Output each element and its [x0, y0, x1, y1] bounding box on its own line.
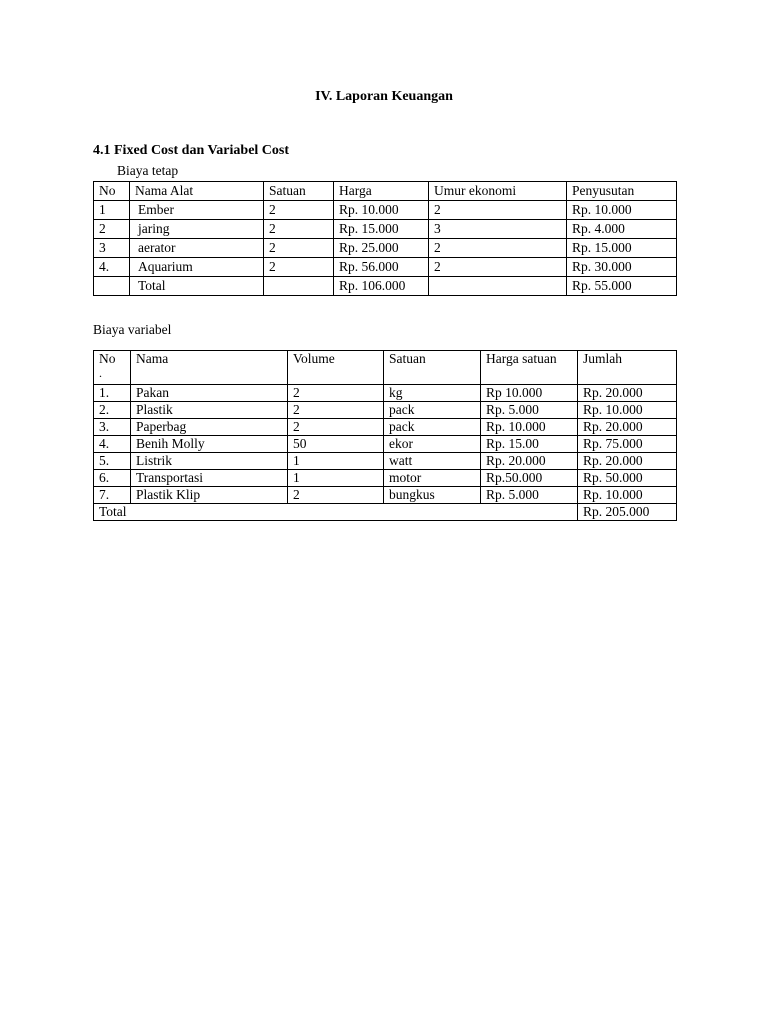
chapter-title: IV. Laporan Keuangan [315, 89, 453, 104]
table-cell: 2 [288, 487, 384, 504]
section-title: 4.1 Fixed Cost dan Variabel Cost [93, 143, 290, 158]
header-no: No [94, 182, 130, 201]
table-cell: Plastik Klip [131, 487, 288, 504]
table-total-row [94, 504, 677, 521]
table-cell: Rp. 25.000 [334, 239, 429, 258]
table-cell: Rp. 15.00 [481, 436, 578, 453]
table-cell: Pakan [131, 385, 288, 402]
table-row [94, 201, 677, 220]
table-cell: bungkus [384, 487, 481, 504]
table-cell: 2 [288, 385, 384, 402]
table-cell: 2 [429, 258, 567, 277]
table-cell: 3 [429, 220, 567, 239]
table-cell: 2 [264, 220, 334, 239]
table-cell: 2 [264, 258, 334, 277]
table-cell: 1. [94, 385, 131, 402]
header-umur-ekonomi: Umur ekonomi [429, 182, 567, 201]
header-no-dot: . [99, 366, 102, 380]
table-cell: Plastik [131, 402, 288, 419]
total-jumlah: Rp. 205.000 [578, 504, 677, 521]
header-nama-alat: Nama Alat [130, 182, 264, 201]
table-row [94, 470, 677, 487]
total-label: Total [130, 277, 264, 296]
table-cell: Rp. 20.000 [578, 385, 677, 402]
header-jumlah: Jumlah [578, 351, 677, 385]
table-cell: 2 [429, 201, 567, 220]
table-cell: Rp. 10.000 [334, 201, 429, 220]
table-cell: 3. [94, 419, 131, 436]
table-cell [264, 277, 334, 296]
table-cell: 2 [264, 239, 334, 258]
table-cell: 3 [94, 239, 130, 258]
table-row [94, 385, 677, 402]
table-total-row [94, 277, 677, 296]
table-cell: 5. [94, 453, 131, 470]
table-cell: aerator [130, 239, 264, 258]
table-cell: Rp. 15.000 [567, 239, 677, 258]
table-cell: 4. [94, 436, 131, 453]
header-penyusutan: Penyusutan [567, 182, 677, 201]
table-cell: Rp. 30.000 [567, 258, 677, 277]
table-cell: 2 [288, 419, 384, 436]
header-nama: Nama [131, 351, 288, 385]
table-cell: Rp. 4.000 [567, 220, 677, 239]
table-cell: 2 [429, 239, 567, 258]
table-cell: 7. [94, 487, 131, 504]
header-satuan: Satuan [384, 351, 481, 385]
table-cell: kg [384, 385, 481, 402]
header-harga: Harga [334, 182, 429, 201]
table-cell: 2. [94, 402, 131, 419]
table-cell: Rp. 20.000 [578, 419, 677, 436]
table-cell: Rp. 5.000 [481, 487, 578, 504]
table-cell: Rp.50.000 [481, 470, 578, 487]
fixed-cost-caption: Biaya tetap [117, 163, 179, 178]
table-row [94, 239, 677, 258]
table-header-row [94, 182, 677, 201]
header-harga-satuan: Harga satuan [481, 351, 578, 385]
table-cell: Benih Molly [131, 436, 288, 453]
table-cell: 2 [264, 201, 334, 220]
total-penyusutan: Rp. 55.000 [567, 277, 677, 296]
table-cell: Rp. 10.000 [578, 487, 677, 504]
table-cell: Paperbag [131, 419, 288, 436]
fixed-cost-table [93, 181, 677, 296]
table-cell [429, 277, 567, 296]
table-cell: Rp. 15.000 [334, 220, 429, 239]
table-cell [94, 277, 130, 296]
table-row [94, 487, 677, 504]
table-cell: Rp. 5.000 [481, 402, 578, 419]
header-satuan: Satuan [264, 182, 334, 201]
table-row [94, 258, 677, 277]
total-label: Total [94, 504, 578, 521]
variable-cost-caption: Biaya variabel [93, 322, 172, 337]
table-row [94, 419, 677, 436]
table-cell: 1 [94, 201, 130, 220]
table-cell: 1 [288, 453, 384, 470]
table-cell: Listrik [131, 453, 288, 470]
table-cell: Rp. 10.000 [578, 402, 677, 419]
table-cell: Rp. 20.000 [481, 453, 578, 470]
table-cell: Transportasi [131, 470, 288, 487]
table-cell: Rp. 75.000 [578, 436, 677, 453]
table-cell: ekor [384, 436, 481, 453]
table-cell: Rp 10.000 [481, 385, 578, 402]
table-cell: 1 [288, 470, 384, 487]
table-row [94, 453, 677, 470]
table-cell: Rp. 10.000 [567, 201, 677, 220]
table-header-row [94, 351, 677, 385]
header-volume: Volume [288, 351, 384, 385]
table-cell: pack [384, 402, 481, 419]
header-no-label: No [99, 351, 116, 366]
header-no [94, 351, 131, 385]
table-row [94, 402, 677, 419]
table-cell: Rp. 50.000 [578, 470, 677, 487]
table-row [94, 220, 677, 239]
table-cell: 4. [94, 258, 130, 277]
table-cell: 2 [288, 402, 384, 419]
table-cell: 2 [94, 220, 130, 239]
table-cell: pack [384, 419, 481, 436]
table-cell: Ember [130, 201, 264, 220]
table-cell: motor [384, 470, 481, 487]
table-cell: Rp. 56.000 [334, 258, 429, 277]
table-cell: 50 [288, 436, 384, 453]
table-cell: watt [384, 453, 481, 470]
variable-cost-table [93, 350, 677, 521]
table-cell: 6. [94, 470, 131, 487]
table-cell: Aquarium [130, 258, 264, 277]
total-harga: Rp. 106.000 [334, 277, 429, 296]
table-row [94, 436, 677, 453]
table-cell: Rp. 20.000 [578, 453, 677, 470]
table-cell: Rp. 10.000 [481, 419, 578, 436]
table-cell: jaring [130, 220, 264, 239]
